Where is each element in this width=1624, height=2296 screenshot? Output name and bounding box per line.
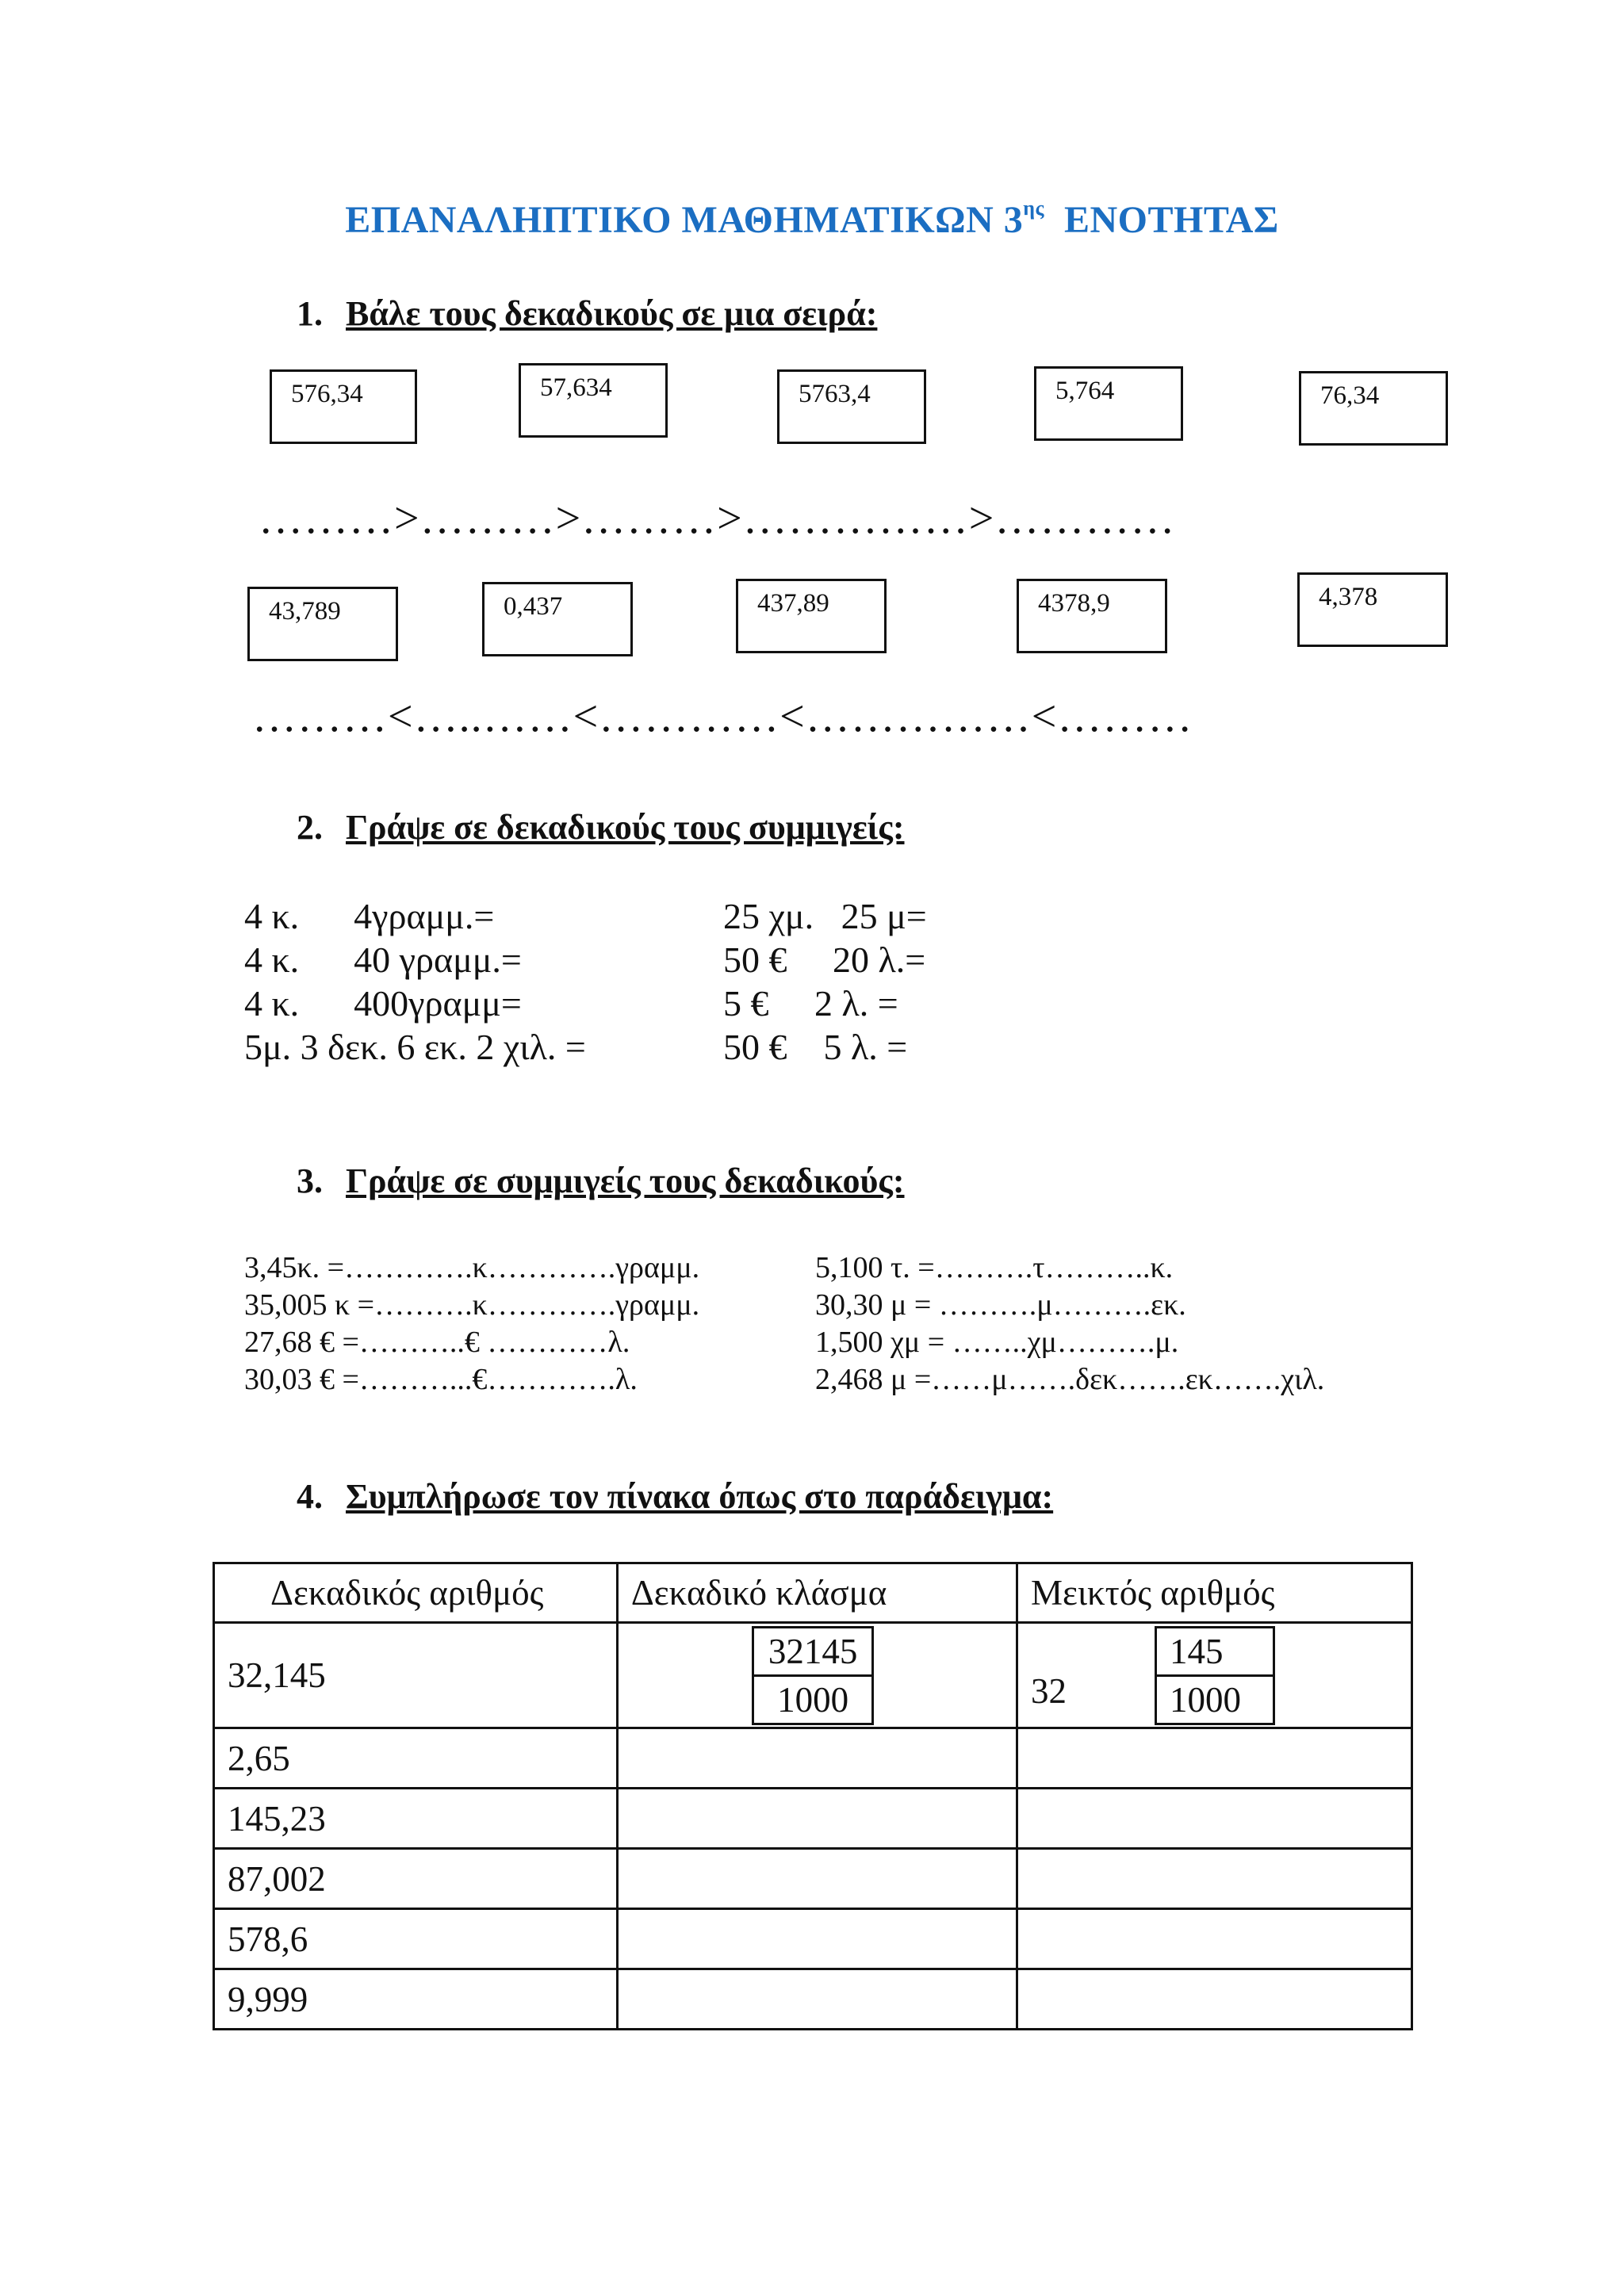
table-cell: 87,002 — [214, 1849, 618, 1909]
number-box: 5,764 — [1034, 366, 1183, 441]
table-cell: 9,999 — [214, 1969, 618, 2030]
answer-cell[interactable] — [1017, 1849, 1411, 1909]
exercise-2-number: 2. — [297, 808, 323, 847]
title-main: ΕΠΑΝΑΛΗΠΤΙΚΟ ΜΑΘΗΜΑΤΙΚΩΝ 3 — [345, 199, 1024, 241]
number-box: 76,34 — [1299, 371, 1448, 446]
conversion-item: 25 χμ. 25 μ= — [723, 896, 927, 936]
exercise-2-title: Γράψε σε δεκαδικούς τους συμμιγείς: — [346, 808, 905, 847]
number-box: 43,789 — [247, 587, 398, 661]
answer-cell[interactable] — [617, 1969, 1017, 2030]
fraction-denominator: 1000 — [1155, 1675, 1274, 1724]
conversion-item: 50 € 5 λ. = — [723, 1027, 908, 1067]
number-box: 4378,9 — [1017, 579, 1167, 653]
answer-cell[interactable] — [1017, 1909, 1411, 1969]
fraction — [752, 1626, 875, 1725]
number-box: 57,634 — [519, 363, 668, 438]
conversion-item: 1,500 χμ = ……..χμ……….μ. — [815, 1326, 1179, 1359]
table-row — [214, 1969, 1412, 2030]
exercise-1-title: Βάλε τους δεκαδικούς σε μια σειρά: — [346, 294, 878, 333]
exercise-3-title: Γράψε σε συμμιγείς τους δεκαδικούς: — [346, 1161, 905, 1200]
conversion-item: 50 € 20 λ.= — [723, 939, 926, 980]
exercise-2-heading — [297, 807, 905, 848]
exercise-3-number: 3. — [297, 1161, 323, 1200]
conversion-item: 35,005 κ =……….κ………….γραμμ. — [244, 1288, 700, 1322]
column-header: Δεκαδικό κλάσμα — [617, 1563, 1017, 1623]
table-cell — [617, 1623, 1017, 1728]
fraction-numerator: 32145 — [753, 1627, 873, 1675]
answer-cell[interactable] — [617, 1789, 1017, 1849]
table-cell: 578,6 — [214, 1909, 618, 1969]
exercise-1-number: 1. — [297, 294, 323, 333]
table-row-example — [214, 1623, 1412, 1728]
table-header-row — [214, 1563, 1412, 1623]
number-box: 0,437 — [482, 582, 633, 656]
conversion-item: 4 κ. 40 γραμμ.= — [244, 939, 522, 980]
number-box: 437,89 — [736, 579, 887, 653]
exercise-4-title: Συμπλήρωσε τον πίνακα όπως στο παράδειγμα: — [346, 1477, 1054, 1516]
fraction-denominator: 1000 — [753, 1675, 873, 1724]
fraction — [1155, 1626, 1275, 1725]
conversion-item: 4 κ. 4γραμμ.= — [244, 896, 495, 936]
ordering-line-ascending: ………<…..……<…………<……………<……… — [252, 692, 1193, 741]
decimal-table — [213, 1562, 1413, 2030]
fraction-numerator: 145 — [1155, 1627, 1274, 1675]
exercise-3-heading — [297, 1161, 905, 1201]
exercise-4-number: 4. — [297, 1477, 323, 1516]
conversion-item: 30,03 € =………...€………….λ. — [244, 1363, 638, 1396]
number-box: 5763,4 — [777, 369, 926, 444]
conversion-item: 5 € 2 λ. = — [723, 983, 898, 1024]
title-superscript: ης — [1023, 197, 1044, 220]
conversion-item: 27,68 € =………..€ …………λ. — [244, 1326, 630, 1359]
title-tail: ΕΝΟΤΗΤΑΣ — [1063, 199, 1279, 241]
exercise-1-heading — [297, 293, 877, 334]
table-row — [214, 1909, 1412, 1969]
exercise-4-heading — [297, 1476, 1053, 1517]
conversion-item: 3,45κ. =………….κ………….γραμμ. — [244, 1251, 700, 1284]
mixed-whole: 32 — [1030, 1671, 1067, 1711]
answer-cell[interactable] — [617, 1909, 1017, 1969]
conversion-item: 5,100 τ. =……….τ………..κ. — [815, 1251, 1174, 1284]
conversion-item: 4 κ. 400γραμμ= — [244, 983, 522, 1024]
column-header: Μεικτός αριθμός — [1017, 1563, 1411, 1623]
answer-cell[interactable] — [617, 1728, 1017, 1789]
table-row — [214, 1849, 1412, 1909]
table-cell: 32,145 — [214, 1623, 618, 1728]
table-row — [214, 1728, 1412, 1789]
answer-cell[interactable] — [1017, 1969, 1411, 2030]
table-cell — [1017, 1623, 1411, 1728]
number-box: 4,378 — [1297, 572, 1448, 647]
conversion-item: 30,30 μ = ……….μ……….εκ. — [815, 1288, 1186, 1322]
answer-cell[interactable] — [1017, 1789, 1411, 1849]
table-row — [214, 1789, 1412, 1849]
table-cell: 2,65 — [214, 1728, 618, 1789]
column-header: Δεκαδικός αριθμός — [214, 1563, 618, 1623]
ordering-line-descending: ………>………>………>……………>………… — [259, 494, 1176, 543]
number-box: 576,34 — [270, 369, 417, 444]
answer-cell[interactable] — [617, 1849, 1017, 1909]
conversion-item: 5μ. 3 δεκ. 6 εκ. 2 χιλ. = — [244, 1027, 586, 1067]
answer-cell[interactable] — [1017, 1728, 1411, 1789]
conversion-item: 2,468 μ =……μ…….δεκ…….εκ…….χιλ. — [815, 1363, 1325, 1396]
table-cell: 145,23 — [214, 1789, 618, 1849]
page-title — [0, 197, 1624, 242]
